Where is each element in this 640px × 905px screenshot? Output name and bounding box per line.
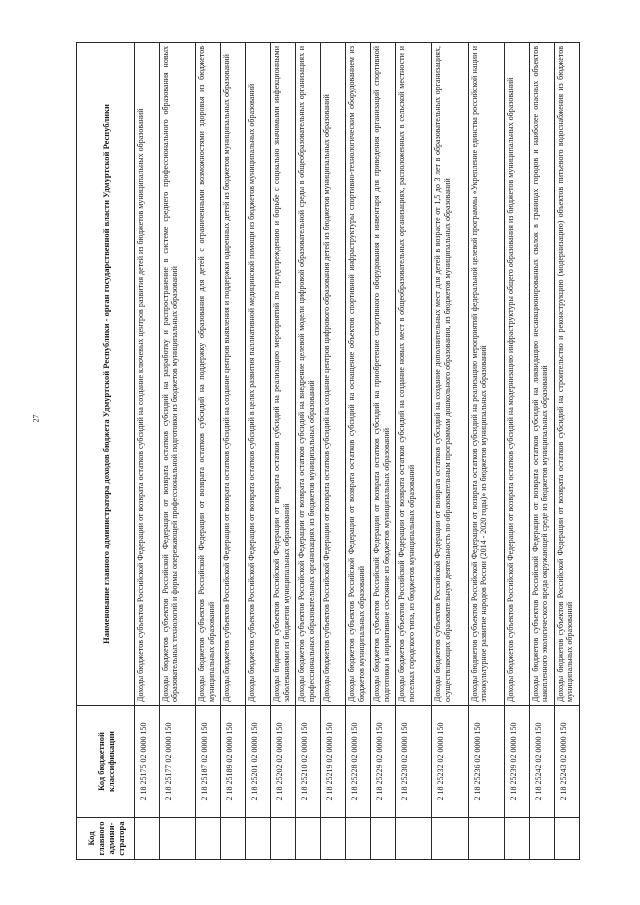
revenue-name-cell: Доходы бюджетов субъектов Российской Федерации от возврата остатков субсидий на поддержку образования для детей с ограниченными возможностями здоровья из бюджетов муниципальных образований [196,43,221,706]
table-row [221,43,246,860]
budget-code-cell: 2 18 25228 02 0000 150 [346,706,371,818]
header-budget-code: Код бюджетной классификации [77,706,135,818]
admin-code-cell [529,818,554,860]
budget-code-cell: 2 18 25242 02 0000 150 [529,706,554,818]
revenue-name-cell: Доходы бюджетов субъектов Российской Федерации от возврата остатков субсидий на модернизацию инфраструктуры общего образования из бюджетов муниципальных образований [504,43,529,706]
admin-code-cell [554,818,579,860]
table-row [504,43,529,860]
rotated-table-frame [76,43,580,860]
revenue-name-cell: Доходы бюджетов субъектов Российской Федерации от возврата остатков субсидий на создание новых мест в общеобразовательных организациях, расположенных в сельской местности и поселках городского типа, из бюджетов муниципальных образований [396,43,432,706]
admin-code-cell [371,818,396,860]
admin-code-cell [504,818,529,860]
admin-code-cell [296,818,321,860]
table-row [321,43,346,860]
admin-code-cell [468,818,504,860]
admin-code-cell [246,818,271,860]
revenue-name-cell: Доходы бюджетов субъектов Российской Федерации от возврата остатков субсидий на строительство и реконструкцию (модернизацию) объектов питьевого водоснабжения из бюджетов муниципальных образований [554,43,579,706]
budget-code-cell: 2 18 25229 02 0000 150 [371,706,396,818]
revenue-name-cell: Доходы бюджетов субъектов Российской Федерации от возврата остатков субсидий на внедрение целевой модели цифровой образовательной среды в общеобразовательных организациях и профессиональных образовательных организациях из бюджетов муниципальных образований [296,43,321,706]
revenue-name-cell: Доходы бюджетов субъектов Российской Федерации от возврата остатков субсидий на создание ключевых центров развития детей из бюджетов муниципальных образований [135,43,160,706]
table-row [346,43,371,860]
budget-code-cell: 2 18 25219 02 0000 150 [321,706,346,818]
budget-code-cell: 2 18 25202 02 0000 150 [270,706,295,818]
revenue-administrators-table [76,42,580,860]
admin-code-cell [432,818,468,860]
admin-code-cell [321,818,346,860]
revenue-name-cell: Доходы бюджетов субъектов Российской Федерации от возврата остатков субсидий в целях развития паллиативной медицинской помощи из бюджетов муниципальных образований [246,43,271,706]
revenue-name-cell: Доходы бюджетов субъектов Российской Федерации от возврата остатков субсидий на ликвидацию несанкционированных свалок в границах городов и наиболее опасных объектов накопленного экологического вреда окружающей среде из бюджетов муниципальных образований [529,43,554,706]
admin-code-cell [346,818,371,860]
revenue-name-cell: Доходы бюджетов субъектов Российской Федерации от возврата остатков субсидий на создание дополнительных мест для детей в возрасте от 1,5 до 3 лет в образовательных организациях, осуществляющих образовательную деятельность по образовательным программам дошкольного образования, из бюджетов муниципальных образований [432,43,468,706]
table-row [529,43,554,860]
budget-code-cell: 2 18 25201 02 0000 150 [246,706,271,818]
admin-code-cell [135,818,160,860]
admin-code-cell [270,818,295,860]
table-row [432,43,468,860]
header-admin-code: Код главного админи-стратора [77,818,135,860]
table-row [135,43,160,860]
table-row [396,43,432,860]
admin-code-cell [396,818,432,860]
admin-code-cell [196,818,221,860]
table-row [246,43,271,860]
admin-code-cell [221,818,246,860]
budget-code-cell: 2 18 25210 02 0000 150 [296,706,321,818]
table-row [554,43,579,860]
table-row [468,43,504,860]
revenue-name-cell: Доходы бюджетов субъектов Российской Федерации от возврата остатков субсидий на разработку и распространение в системе среднего профессионального образования новых образовательных технологий и формы опережающей профессиональной подготовки из бюджетов муниципальных образований [159,43,195,706]
admin-code-cell [159,818,195,860]
revenue-name-cell: Доходы бюджетов субъектов Российской Федерации от возврата остатков субсидий на приобретение спортивного оборудования и инвентаря для приведения организаций спортивной подготовки в нормативное состояние из бюджетов муниципальных образований [371,43,396,706]
revenue-name-cell: Доходы бюджетов субъектов Российской Федерации от возврата остатков субсидий на реализацию мероприятий федеральной целевой программы «Укрепление единства российской нации и этнокультурное развитие народов России (2014 - 2020 годы)» из бюджетов муниципальных образований [468,43,504,706]
table-header-row [77,43,135,860]
table-row [270,43,295,860]
header-name: Наименование главного администратора доходов бюджета Удмуртской Республики - орган государственной власти Удмуртской Республики [77,43,135,706]
revenue-name-cell: Доходы бюджетов субъектов Российской Федерации от возврата остатков субсидий на создание центров цифрового образования детей из бюджетов муниципальных образований [321,43,346,706]
revenue-name-cell: Доходы бюджетов субъектов Российской Федерации от возврата остатков субсидий на оснащение объектов спортивной инфраструктуры спортивно-технологическим оборудованием из бюджетов муниципальных образований [346,43,371,706]
page-number: 27 [31,414,41,423]
budget-code-cell: 2 18 25175 02 0000 150 [135,706,160,818]
budget-code-cell: 2 18 25239 02 0000 150 [504,706,529,818]
revenue-name-cell: Доходы бюджетов субъектов Российской Федерации от возврата остатков субсидий на реализацию мероприятий по предупреждению и борьбе с социально значимыми инфекционными заболеваниями из бюджетов муниципальных образований [270,43,295,706]
budget-code-cell: 2 18 25232 02 0000 150 [432,706,468,818]
table-row [196,43,221,860]
budget-code-cell: 2 18 25189 02 0000 150 [221,706,246,818]
table-body [135,43,580,860]
table-row [371,43,396,860]
budget-code-cell: 2 18 25187 02 0000 150 [196,706,221,818]
budget-code-cell: 2 18 25243 02 0000 150 [554,706,579,818]
budget-code-cell: 2 18 25236 02 0000 150 [468,706,504,818]
table-row [296,43,321,860]
budget-code-cell: 2 18 25230 02 0000 150 [396,706,432,818]
revenue-name-cell: Доходы бюджетов субъектов Российской Федерации от возврата остатков субсидий на создание центров выявления и поддержки одаренных детей из бюджетов муниципальных образований [221,43,246,706]
table-row [159,43,195,860]
budget-code-cell: 2 18 25177 02 0000 150 [159,706,195,818]
